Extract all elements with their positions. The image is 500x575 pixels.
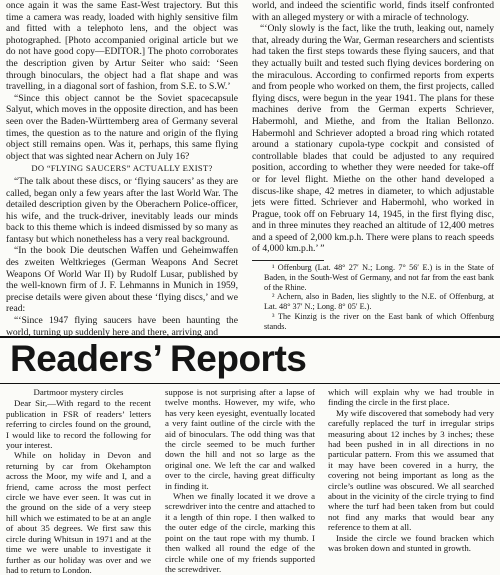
footnote: ² Achern, also in Baden, lies slightly to the N.E. of Offenburg, at Lat. 48° 37′ N.; Long. 8° 05′ E.).	[264, 292, 494, 312]
article-paragraph: “‘Since 1947 flying saucers have been haunting the world, turning up suddenly here and there, arriving and	[6, 315, 238, 338]
letter-paragraph: When we finally located it we drove a screwdriver into the centre and attached to it a length of thin rope. I then walked to the outer edge of the circle, marking this point on the taut rope with my thumb. I then walked all round the edge of the circle while one of my friends supported the screwdriver.	[165, 491, 315, 574]
article-paragraph: “In the book Die deutschen Waffen und Geheimwaffen des zweiten Weltkrieges (German Weapons And Secret Weapons Of World War II) by Rudolf Lusar, published by the well-known firm of J. F. Lehmanns in Munich in 1959, precise details were given about these ‘flying discs,’ and we read:	[6, 245, 238, 315]
article-subhead: DO “FLYING SAUCERS” ACTUALLY EXIST?	[31, 163, 213, 174]
footnote-rule	[252, 260, 324, 261]
letter-paragraph: My wife discovered that somebody had very carefully replaced the turf in irregular strips measuring about 12 inches by 3 inches; these had been pushed in in all directions in no particular pattern. From this we assumed that it may have been covered in a hurry, the covering not being important as long as the circle’s outline was obscured. We all searched about in the vicinity of the circle trying to find where the turf had been taken from but could not find any marks that would bear any reference to them at all.	[328, 407, 494, 533]
article-left-column	[6, 0, 238, 338]
letter-paragraph: Inside the circle we found bracken which was broken down and stunted in growth.	[328, 532, 494, 554]
footnote: ³ The Kinzig is the river on the East bank of which Offenburg stands.	[264, 312, 494, 331]
section-title: Readers’ Reports	[10, 338, 307, 379]
letter-paragraph: which will explain why we had trouble in finding the circle in the first place.	[328, 387, 494, 408]
article-right-column	[252, 0, 494, 332]
article-paragraph: “The talk about these discs, or ‘flying saucers’ as they are called, began only a few years after the last World War. The detailed description given by the Oberachern Police-officer, his wife, and the truck-driver, inevitably leads our minds back to this theme which is indeed dismissed by so many as fantasy but which nonetheless has a very real background.	[6, 175, 238, 245]
article-paragraph: world, and indeed the scientific world, finds itself confronted with an alleged mystery or with a miracle of technology.	[252, 0, 494, 23]
letter-paragraph: suppose is not surprising after a lapse of twelve months. However, my wife, who has very keen eyesight, eventually located a very faint outline of the circle with the aid of binoculars. The odd thing was that the circle seemed to be much further down the hill and not so large as the original one. We left the car and walked over to the circle, having great difficulty in finding it.	[165, 387, 315, 491]
section-rule-bottom	[0, 383, 500, 384]
letter-paragraph: While on holiday in Devon and returning by car from Okehampton across the Moor, my wife and I, and a friend, came across the most perfect circle we have ever seen. It was cut in the ground on the side of a very steep hill which we estimated to be at an angle of about 35 degrees. We first saw this circle during Whitsun in 1971 and at the time we were unable to investigate it further as our holiday was over and we had to return to London.	[6, 450, 151, 575]
letter-subhead: Dartmoor mystery circles	[33, 387, 124, 397]
article-paragraph: “‘Only slowly is the fact, like the truth, leaking out, namely that, already during the War, German researchers and scientists had taken the first steps towards these flying saucers, and that they actually built and tested such flying devices bordering on the miraculous. According to confirmed reports from experts and from people who worked on them, the first projects, called flying discs, were begun in the year 1941. The plans for these machines derive from the German experts Schriever, Habermohl, and Miethe, and from the Italian Bellonzo. Habermohl and Schriever adopted a broad ring which rotated around a stationary cupola-type cockpit and consisted of controllable blades that could be adjusted to any required position, according to whether they were needed for take-off or for level flight. Miethe on the other hand developed a discus-like shape, 42 metres in diameter, to which adjustable jets were fitted. Schriever and Habermohl, who worked in Prague, took off on February 14, 1945, in the first flying disc, and in three minutes they reached an altitude of 12,400 metres and a speed of 2,000 km.p.h. There were plans to reach speeds of 4,000 km.p.h.’ ”	[252, 23, 494, 255]
letters-column-b	[165, 387, 315, 574]
letters-column-c	[328, 387, 494, 554]
letter-paragraph: Dear Sir,—With regard to the recent publication in FSR of readers’ letters referring to circles found on the ground, I would like to record the following for your interest.	[6, 398, 151, 451]
letters-column-a	[6, 387, 151, 575]
article-paragraph: once again it was the same East-West trajectory. But this time a camera was ready, loaded with highly sensitive film and fitted with a telephoto lens, and the object was photographed. [Photo accompanied original article but we do not have good copy—EDITOR.] The photo corroborates the description given by Artur Seiter who said: ‘Seen through binoculars, the object had a flat shape and was travelling, in a diagonal sort of fashion, from S.E. to S.W.’	[6, 0, 238, 93]
footnote: ¹ Offenburg (Lat. 48° 27′ N.; Long. 7° 56′ E.) is in the State of Baden, in the South-West of Germany, and not far from the east bank of the Rhine.	[264, 263, 494, 292]
article-paragraph: “Since this object cannot be the Soviet spacecapsule Salyut, which moves in the opposite direction, and has been seen over the Baden-Württemberg area of Germany several times, the question as to the nature and origin of the flying object still remains open. Was it, perhaps, this same flying object that was sighted near Achern on July 16?	[6, 92, 238, 162]
